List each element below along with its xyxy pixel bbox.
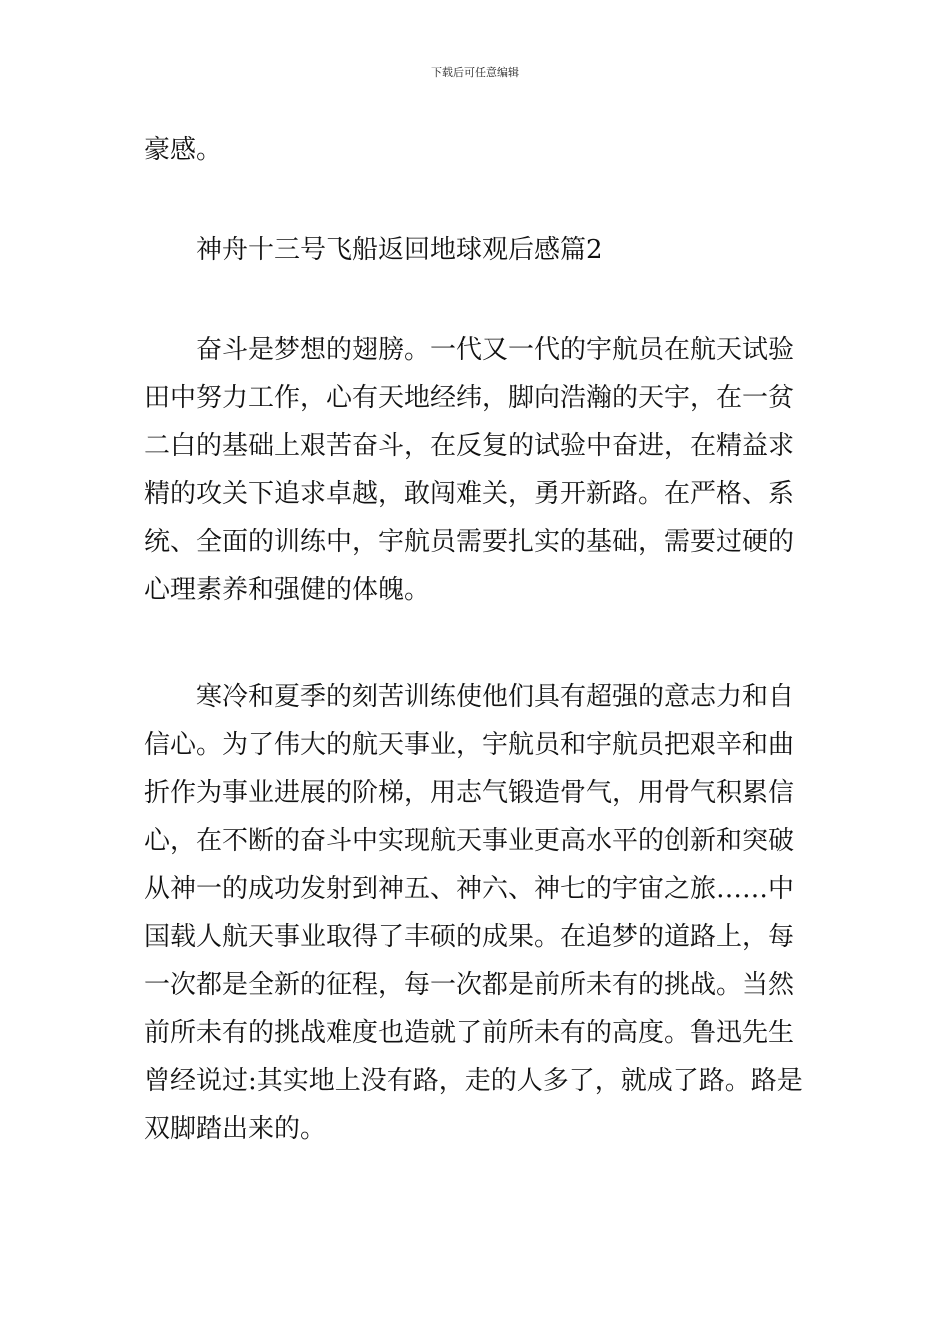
section-title bbox=[144, 226, 816, 274]
text-line: 曾经说过:其实地上没有路，走的人多了，就成了路。路是 bbox=[144, 1066, 803, 1096]
text-line: 田中努力工作，心有天地经纬，脚向浩瀚的天宇，在一贫 bbox=[144, 383, 795, 413]
text-line: 豪感。 bbox=[144, 135, 223, 165]
text-line: 心，在不断的奋斗中实现航天事业更高水平的创新和突破 bbox=[144, 826, 795, 856]
text-line: 寒冷和夏季的刻苦训练使他们具有超强的意志力和自 bbox=[196, 682, 795, 712]
paragraph-1 bbox=[144, 326, 816, 614]
text-line: 二白的基础上艰苦奋斗，在反复的试验中奋进，在精益求 bbox=[144, 431, 795, 461]
text-line: 心理素养和强健的体魄。 bbox=[144, 575, 431, 605]
text-line: 前所未有的挑战难度也造就了前所未有的高度。鲁迅先生 bbox=[144, 1018, 795, 1048]
text-line: 从神一的成功发射到神五、神六、神七的宇宙之旅……中 bbox=[144, 874, 795, 904]
continuation-paragraph bbox=[144, 126, 816, 174]
text-line: 国载人航天事业取得了丰硕的成果。在追梦的道路上，每 bbox=[144, 922, 795, 952]
header-note: 下载后可任意编辑 bbox=[431, 66, 519, 79]
text-line: 精的攻关下追求卓越，敢闯难关，勇开新路。在严格、系 bbox=[144, 479, 795, 509]
text-line: 双脚踏出来的。 bbox=[144, 1114, 327, 1144]
text-line: 奋斗是梦想的翅膀。一代又一代的宇航员在航天试验 bbox=[196, 335, 795, 365]
section-title-text: 神舟十三号飞船返回地球观后感篇2 bbox=[196, 235, 603, 265]
text-line: 折作为事业进展的阶梯，用志气锻造骨气，用骨气积累信 bbox=[144, 778, 795, 808]
paragraph-2 bbox=[144, 673, 816, 1153]
text-line: 统、全面的训练中，宇航员需要扎实的基础，需要过硬的 bbox=[144, 527, 795, 557]
text-line: 信心。为了伟大的航天事业，宇航员和宇航员把艰辛和曲 bbox=[144, 730, 795, 760]
text-line: 一次都是全新的征程，每一次都是前所未有的挑战。当然 bbox=[144, 970, 795, 1000]
